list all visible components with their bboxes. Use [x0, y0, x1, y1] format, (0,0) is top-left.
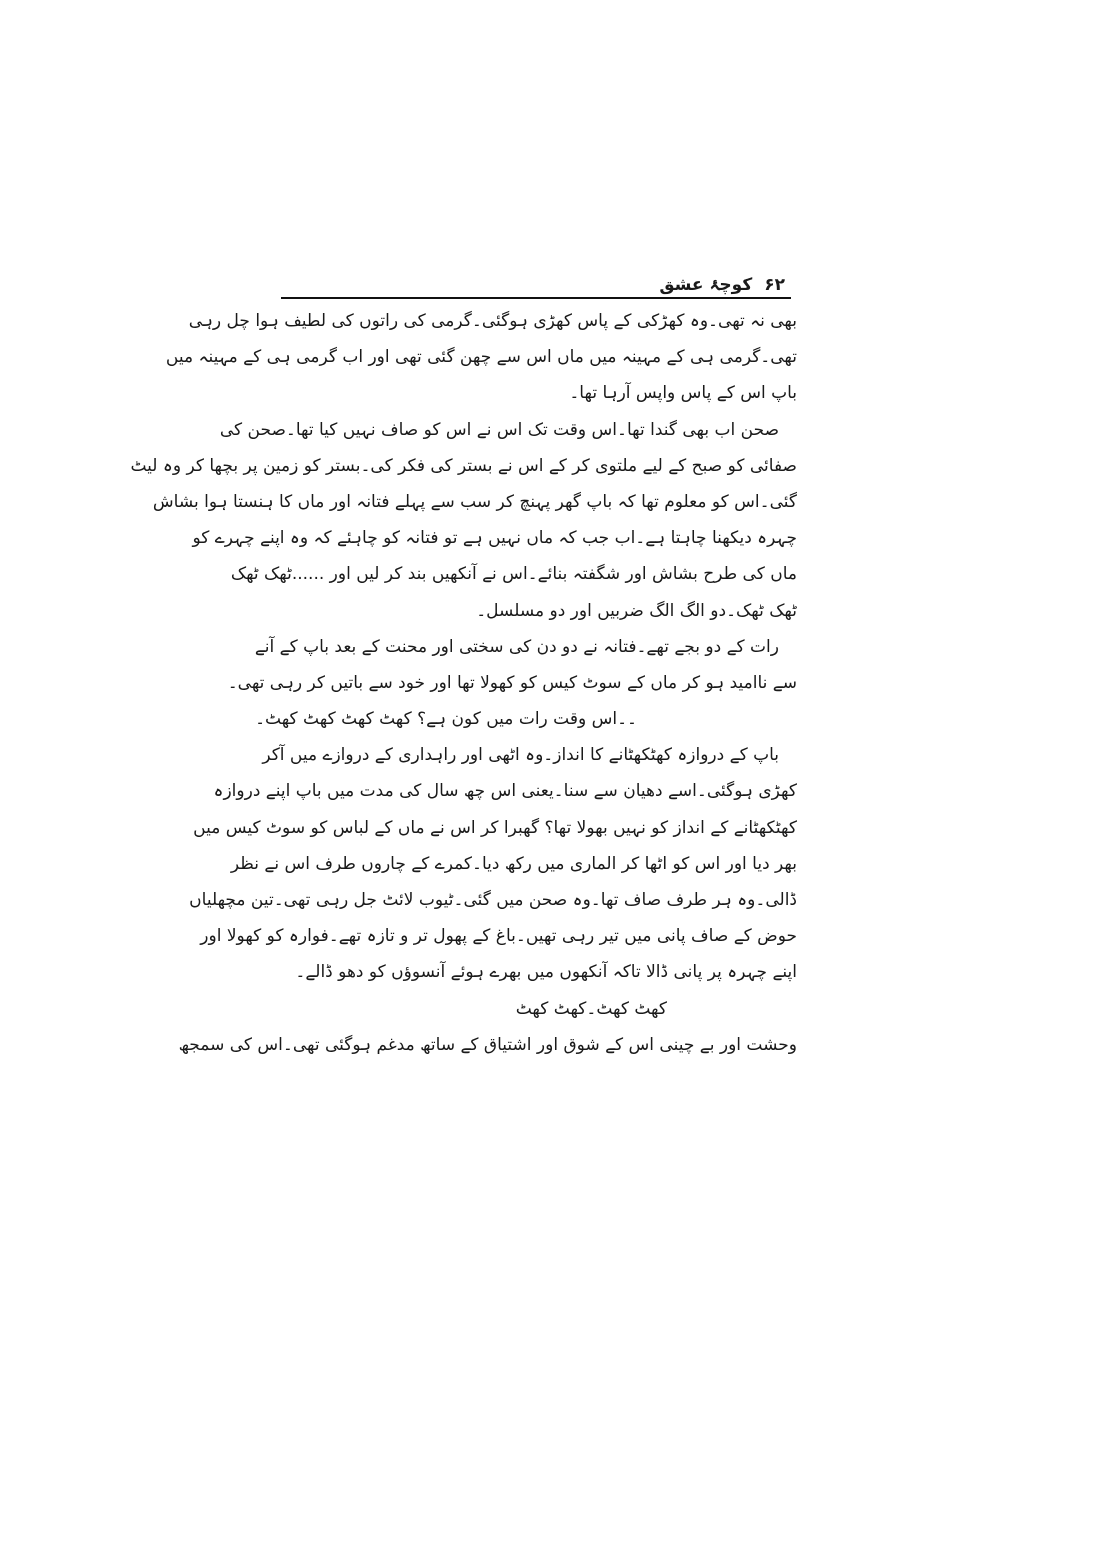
- text-line: گئی۔اس کو معلوم تھا کہ باپ گھر پہنچ کر سب سے پہلے فتانہ اور ماں کا ہنستا ہوا بشاش: [152, 491, 797, 512]
- text-line: رات کے دو بجے تھے۔فتانہ نے دو دن کی سختی اور محنت کے بعد باپ کے آنے: [254, 636, 779, 657]
- body-text: [130, 303, 797, 1063]
- text-line: کھٹکھٹانے کے انداز کو نہیں بھولا تھا؟ گھبرا کر اس نے ماں کے لباس کو سوٹ کیس میں: [193, 817, 797, 838]
- text-line: صفائی کو صبح کے لیے ملتوی کر کے اس نے بستر کی فکر کی۔بستر کو زمین پر بچھا کر وہ لیٹ: [130, 455, 797, 476]
- text-line: صحن اب بھی گندا تھا۔اس وقت تک اس نے اس کو صاف نہیں کیا تھا۔صحن کی: [219, 419, 779, 440]
- text-line: بھر دیا اور اس کو اٹھا کر الماری میں رکھ دیا۔کمرے کے چاروں طرف اس نے نظر: [230, 853, 797, 874]
- text-line: چہرہ دیکھنا چاہتا ہے۔اب جب کہ ماں نہیں ہے تو فتانہ کو چاہئے کہ وہ اپنے چہرے کو: [192, 528, 797, 549]
- text-line: ۔۔اس وقت رات میں کون ہے؟ کھٹ کھٹ کھٹ کھٹ۔: [255, 709, 637, 730]
- book-title: کوچۂ عشق: [659, 275, 753, 295]
- page-header: [281, 272, 791, 298]
- text-line: اپنے چہرہ پر پانی ڈالا تاکہ آنکھوں میں بھرے ہوئے آنسوؤں کو دھو ڈالے۔: [295, 962, 797, 983]
- text-line: ٹھک ٹھک۔دو الگ الگ ضربیں اور دو مسلسل۔: [476, 600, 797, 621]
- text-line: حوض کے صاف پانی میں تیر رہی تھیں۔باغ کے پھول تر و تازہ تھے۔فوارہ کو کھولا اور: [200, 926, 797, 947]
- header-text: [659, 274, 785, 295]
- text-line: ڈالی۔وہ ہر طرف صاف تھا۔وہ صحن میں گئی۔ٹیوب لائٹ جل رہی تھی۔تین مچھلیاں: [189, 890, 797, 910]
- text-line: سے ناامید ہو کر ماں کے سوٹ کیس کو کھولا تھا اور خود سے باتیں کر رہی تھی۔: [227, 672, 797, 693]
- text-line: باپ اس کے پاس واپس آرہا تھا۔: [569, 383, 797, 404]
- text-line: ماں کی طرح بشاش اور شگفتہ بنائے۔اس نے آنکھیں بند کر لیں اور ......ٹھک ٹھک: [230, 564, 797, 585]
- text-line: کھٹ کھٹ۔کھٹ کھٹ: [515, 998, 667, 1019]
- header-rule: [281, 297, 791, 299]
- text-line: کھڑی ہوگئی۔اسے دھیان سے سنا۔یعنی اس چھ سال کی مدت میں باپ اپنے دروازہ: [213, 781, 797, 802]
- text-line: باپ کے دروازہ کھٹکھٹانے کا انداز۔وہ اٹھی اور راہداری کے دروازے میں آکر: [262, 745, 779, 766]
- text-line: وحشت اور بے چینی اس کے شوق اور اشتیاق کے ساتھ مدغم ہوگئی تھی۔اس کی سمجھ: [178, 1034, 797, 1055]
- text-line: بھی نہ تھی۔وہ کھڑکی کے پاس کھڑی ہوگئی۔گرمی کی راتوں کی لطیف ہوا چل رہی: [188, 311, 797, 331]
- page-number: ۶۲: [764, 275, 785, 295]
- text-line: تھی۔گرمی ہی کے مہینہ میں ماں اس سے چھن گئی تھی اور اب گرمی ہی کے مہینہ میں: [165, 347, 797, 368]
